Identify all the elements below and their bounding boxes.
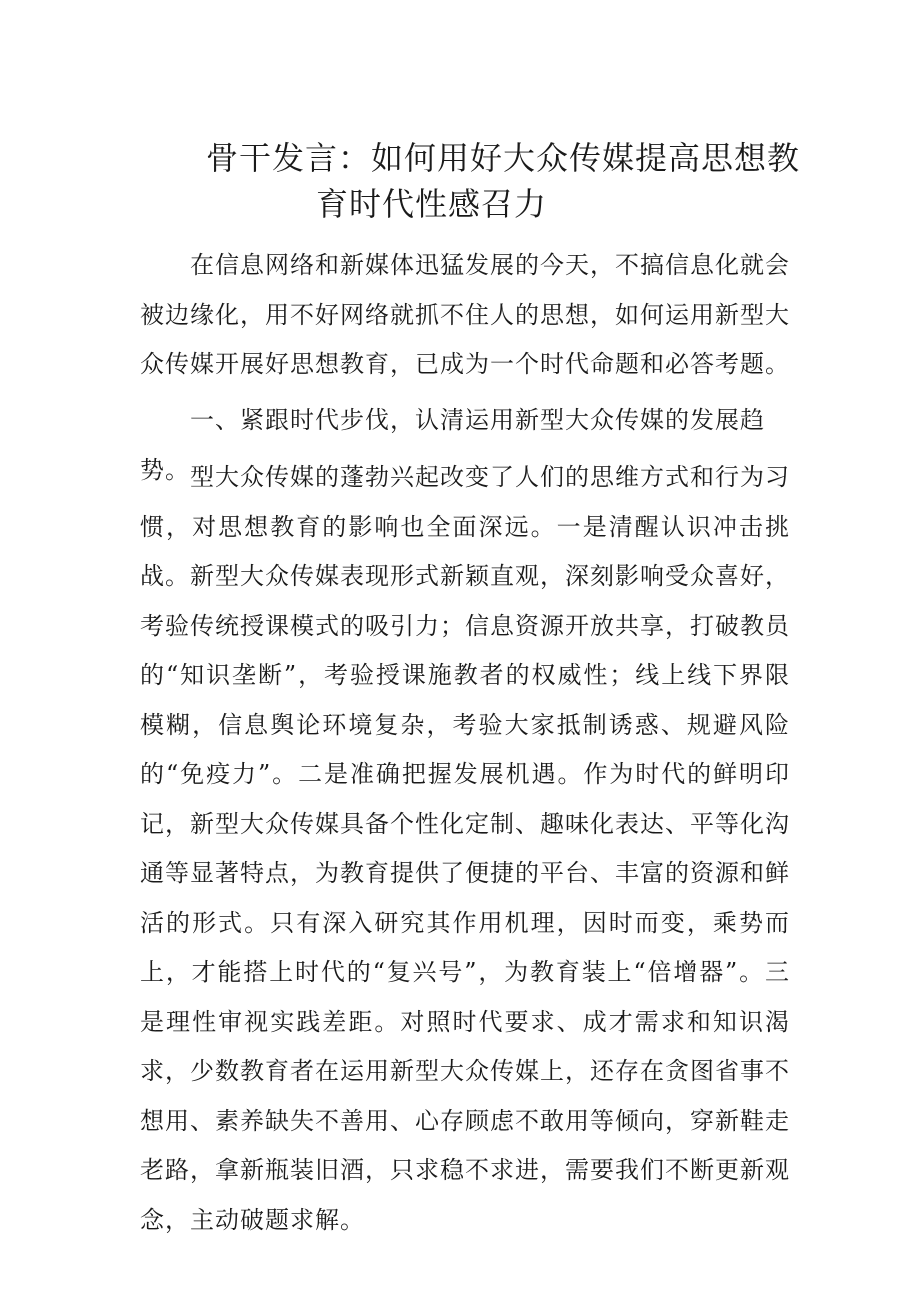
title-line-2: 育时代性感召力	[316, 185, 548, 223]
section-1-heading: 一、紧跟时代步伐，认清运用新型大众传媒的发展趋势。	[140, 406, 765, 484]
title-line-1: 骨干发言：如何用好大众传媒提高思想教	[206, 139, 801, 177]
section-1-body: 型大众传媒的蓬勃兴起改变了人们的思维方式和行为习惯，对思想教育的影响也全面深远。一是清醒认识冲击挑战。新型大众传媒表现形式新颖直观，深刻影响受众喜好，考验传统授课模式的吸引力；信息资源开放共享，打破教员的“知识垄断”，考验授课施教者的权威性；线上线下界限模糊，信息舆论环境复杂，考验大家抵制诱惑、规避风险的“免疫力”。二是准确把握发展机遇。作为时代的鲜明印记，新型大众传媒具备个性化定制、趣味化表达、平等化沟通等显著特点，为教育提供了便捷的平台、丰富的资源和鲜活的形式。只有深入研究其作用机理，因时而变，乘势而上，才能搭上时代的“复兴号”，为教育装上“倍增器”。三是理性审视实践差距。对照时代要求、成才需求和知识渴求，少数教育者在运用新型大众传媒上，还存在贪图省事不想用、素养缺失不善用、心存顾虑不敢用等倾向，穿新鞋走老路，拿新瓶装旧酒，只求稳不求进，需要我们不断更新观念，主动破题求解。	[140, 463, 790, 1234]
intro-paragraph: 在信息网络和新媒体迅猛发展的今天，不搞信息化就会被边缘化，用不好网络就抓不住人的思想，如何运用新型大众传媒开展好思想教育，已成为一个时代命题和必答考题。	[140, 251, 790, 378]
